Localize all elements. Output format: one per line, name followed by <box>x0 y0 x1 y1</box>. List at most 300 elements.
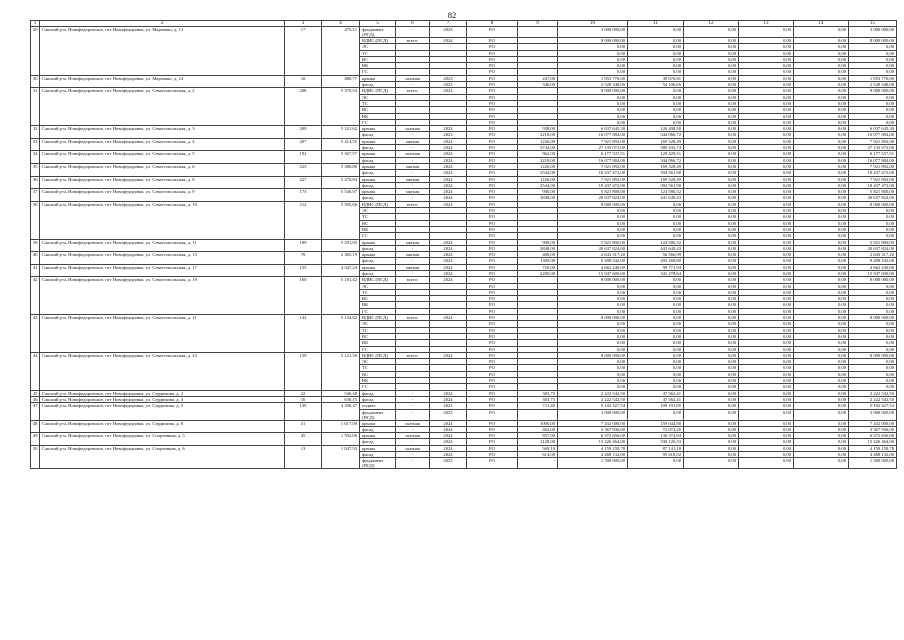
control-cost: 54 106,65 <box>628 82 684 88</box>
fund-2: 0,00 <box>739 245 794 251</box>
total-cost: 0,00 <box>558 327 628 333</box>
record-number: 44 <box>31 352 40 390</box>
roof-type: скатная <box>396 420 430 426</box>
fund-3: 0,00 <box>794 359 849 365</box>
work-type: фасад <box>360 439 396 445</box>
fund-source: РО <box>467 340 518 346</box>
fund-1: 0,00 <box>684 378 739 384</box>
total-area: 5 386,80 <box>322 163 360 176</box>
record-number: 43 <box>31 315 40 353</box>
record-address: Сакский р-н, Новофедоровское, пгт Новофедоровка, ул. Севастопольская, д. 11 <box>40 239 285 252</box>
roof-type: скатная <box>396 445 430 451</box>
fund-2: 0,00 <box>739 189 794 195</box>
total-cost: 8 000 000,00 <box>558 88 628 94</box>
total-cost: 0,00 <box>558 233 628 239</box>
work-type: ВК <box>360 113 396 119</box>
fund-1: 0,00 <box>684 409 739 420</box>
fund-2: 0,00 <box>739 170 794 176</box>
record-address: Сакский р-н, Новофедоровское, пгт Новофедоровка, ул. Севастопольская, д. 23 <box>40 352 285 390</box>
volume: 569,10 <box>518 445 558 451</box>
owners-fund: 7 432 000,00 <box>849 420 897 426</box>
fund-2: 0,00 <box>739 44 794 50</box>
fund-source: РО <box>467 82 518 88</box>
fund-2: 0,00 <box>739 145 794 151</box>
control-cost: 124 586,52 <box>628 189 684 195</box>
owners-fund: 0,00 <box>849 94 897 100</box>
owners-fund: 0,00 <box>849 107 897 113</box>
roof-type: - <box>396 409 430 420</box>
header-col-13: 13 <box>739 21 794 27</box>
record-number: 40 <box>31 252 40 265</box>
fund-3: 0,00 <box>794 452 849 458</box>
fund-1: 0,00 <box>684 264 739 270</box>
fund-1: 0,00 <box>684 94 739 100</box>
fund-2: 0,00 <box>739 346 794 352</box>
year: 2024 <box>430 390 467 396</box>
fund-3: 0,00 <box>794 138 849 144</box>
fund-2: 0,00 <box>739 226 794 232</box>
total-area: 630,15 <box>322 396 360 402</box>
total-cost: 0,00 <box>558 226 628 232</box>
work-type: ЭС <box>360 283 396 289</box>
fund-3: 0,00 <box>794 44 849 50</box>
fund-3: 0,00 <box>794 132 849 138</box>
owners-fund: 0,00 <box>849 384 897 390</box>
total-cost: 7 921 892,00 <box>558 176 628 182</box>
fund-3: 0,00 <box>794 426 849 432</box>
work-type: фасад <box>360 452 396 458</box>
work-type: крыша <box>360 420 396 426</box>
total-cost: 3 000 000,00 <box>558 27 628 38</box>
fund-3: 0,00 <box>794 119 849 125</box>
roof-type: - <box>396 270 430 276</box>
control-cost: 0,00 <box>628 315 684 321</box>
apartments-count: 142 <box>285 315 322 353</box>
control-cost: 169 528,49 <box>628 176 684 182</box>
fund-2: 0,00 <box>739 163 794 169</box>
total-cost: 0,00 <box>558 44 628 50</box>
work-type: ЭС <box>360 94 396 100</box>
year: 2024 <box>430 396 467 402</box>
fund-1: 0,00 <box>684 88 739 94</box>
total-cost: 8 000 000,00 <box>558 201 628 207</box>
header-col-15: 15 <box>849 21 897 27</box>
control-cost: 126 498,50 <box>628 126 684 132</box>
control-cost: 0,00 <box>628 340 684 346</box>
fund-3: 0,00 <box>794 151 849 157</box>
total-cost: 16 077 884,00 <box>558 157 628 163</box>
total-cost: 3 367 936,00 <box>558 426 628 432</box>
total-area: 2 365,19 <box>322 252 360 265</box>
total-cost: 0,00 <box>558 208 628 214</box>
fund-3: 0,00 <box>794 252 849 258</box>
work-type: крыша <box>360 151 396 157</box>
fund-2: 0,00 <box>739 50 794 56</box>
control-cost: 169 528,49 <box>628 138 684 144</box>
fund-2: 0,00 <box>739 233 794 239</box>
fund-source: РО <box>467 176 518 182</box>
roof-type: - <box>396 396 430 402</box>
fund-source: РО <box>467 27 518 38</box>
record-number: 29 <box>31 27 40 76</box>
total-cost: 2 643 317,20 <box>558 252 628 258</box>
fund-2: 0,00 <box>739 88 794 94</box>
fund-source: РО <box>467 283 518 289</box>
owners-fund: 15 947 600,00 <box>849 270 897 276</box>
record-address: Сакский р-н, Новофедоровское, пгт Новофедоровка, ул. Марченко, д. 12 <box>40 27 285 76</box>
fund-source: РО <box>467 365 518 371</box>
roof-type: скатная <box>396 75 430 81</box>
total-cost: 0,00 <box>558 214 628 220</box>
control-cost: 39 670,81 <box>628 75 684 81</box>
control-cost: 0,00 <box>628 277 684 283</box>
record-address: Сакский р-н, Новофедоровское, пгт Новофедоровка, ул. Сердюкова, д. 5 <box>40 403 285 420</box>
total-cost: 0,00 <box>558 56 628 62</box>
fund-2: 0,00 <box>739 359 794 365</box>
fund-3: 0,00 <box>794 107 849 113</box>
total-cost: 0,00 <box>558 340 628 346</box>
fund-3: 0,00 <box>794 214 849 220</box>
fund-1: 0,00 <box>684 107 739 113</box>
header-col-10: 10 <box>558 21 628 27</box>
volume: 2200,00 <box>518 270 558 276</box>
total-cost: 0,00 <box>558 365 628 371</box>
total-cost: 0,00 <box>558 283 628 289</box>
fund-3: 0,00 <box>794 378 849 384</box>
fund-1: 0,00 <box>684 214 739 220</box>
roof-type: мягкая <box>396 176 430 182</box>
fund-2: 0,00 <box>739 270 794 276</box>
owners-fund: 0,00 <box>849 296 897 302</box>
year: 2024 <box>430 170 467 176</box>
fund-2: 0,00 <box>739 113 794 119</box>
fund-3: 0,00 <box>794 189 849 195</box>
year: 2024 <box>430 426 467 432</box>
fund-1: 0,00 <box>684 145 739 151</box>
apartments-count: 31 <box>285 420 322 433</box>
control-cost: 0,00 <box>628 458 684 469</box>
fund-source: РО <box>467 214 518 220</box>
fund-1: 0,00 <box>684 182 739 188</box>
work-type: крыша <box>360 433 396 439</box>
header-col-14: 14 <box>794 21 849 27</box>
year: 2024 <box>430 138 467 144</box>
work-type: фасад <box>360 132 396 138</box>
total-cost: 1 853 776,00 <box>558 75 628 81</box>
fund-2: 0,00 <box>739 264 794 270</box>
page-number: 82 <box>447 10 457 20</box>
fund-1: 0,00 <box>684 277 739 283</box>
owners-fund: 0,00 <box>849 220 897 226</box>
owners-fund: 8 000 000,00 <box>849 352 897 358</box>
total-area: 1 047,53 <box>322 445 360 469</box>
fund-2: 0,00 <box>739 157 794 163</box>
control-cost: 0,00 <box>628 119 684 125</box>
total-cost: 8 000 000,00 <box>558 352 628 358</box>
work-type: крыша <box>360 163 396 169</box>
work-type: подвал <box>360 403 396 409</box>
fund-1: 0,00 <box>684 371 739 377</box>
total-cost: 9 498 542,00 <box>558 258 628 264</box>
total-cost: 0,00 <box>558 302 628 308</box>
volume <box>518 27 558 38</box>
record-address: Сакский р-н, Новофедоровское, пгт Новофедоровка, ул. Севастопольская, д. 2 <box>40 88 285 126</box>
header-col-9: 9 <box>518 21 558 27</box>
apartments-count: 225 <box>285 163 322 176</box>
total-cost: 16 077 884,00 <box>558 132 628 138</box>
total-cost: 8 000 000,00 <box>558 38 628 44</box>
work-type: фасад <box>360 426 396 432</box>
total-area: 480,77 <box>322 75 360 88</box>
total-area: 5 321,62 <box>322 126 360 139</box>
fund-source: РО <box>467 189 518 195</box>
fund-3: 0,00 <box>794 433 849 439</box>
year: 2024 <box>430 439 467 445</box>
work-type: фасад <box>360 182 396 188</box>
year: 2024 <box>430 277 467 283</box>
fund-source: РО <box>467 208 518 214</box>
work-type: ВДИС (ПСД) <box>360 38 396 44</box>
control-cost: 159 044,80 <box>628 420 684 426</box>
work-type: фасад <box>360 82 396 88</box>
volume: 1226,00 <box>518 138 558 144</box>
fund-2: 0,00 <box>739 333 794 339</box>
fund-3: 0,00 <box>794 88 849 94</box>
total-cost: 7 432 000,00 <box>558 420 628 426</box>
total-area: 5 591,95 <box>322 239 360 252</box>
owners-fund: 20 637 824,00 <box>849 245 897 251</box>
owners-fund: 0,00 <box>849 346 897 352</box>
total-cost: 0,00 <box>558 220 628 226</box>
owners-fund: 0,00 <box>849 100 897 106</box>
fund-3: 0,00 <box>794 170 849 176</box>
work-type: ГС <box>360 308 396 314</box>
fund-3: 0,00 <box>794 126 849 132</box>
header-col-2: 2 <box>40 21 285 27</box>
roof-type: мягкая <box>396 189 430 195</box>
apartments-count: 45 <box>285 433 322 446</box>
fund-source: РО <box>467 63 518 69</box>
apartments-count: 189 <box>285 239 322 252</box>
fund-3: 0,00 <box>794 27 849 38</box>
owners-fund: 0,00 <box>849 321 897 327</box>
volume: 711,40 <box>518 403 558 409</box>
control-cost: 0,00 <box>628 107 684 113</box>
fund-1: 0,00 <box>684 100 739 106</box>
fund-3: 0,00 <box>794 38 849 44</box>
record-number: 39 <box>31 239 40 252</box>
owners-fund: 5 821 800,00 <box>849 189 897 195</box>
fund-1: 0,00 <box>684 82 739 88</box>
header-col-6: 6 <box>396 21 430 27</box>
fund-2: 0,00 <box>739 396 794 402</box>
owners-fund: 2 222 542,50 <box>849 390 897 396</box>
fund-1: 0,00 <box>684 315 739 321</box>
apartments-count: 78 <box>285 252 322 265</box>
work-type: ВДИС (ПСД) <box>360 88 396 94</box>
owners-fund: 4 159 158,78 <box>849 445 897 451</box>
fund-source: РО <box>467 264 518 270</box>
owners-fund: 0,00 <box>849 50 897 56</box>
control-cost: 87 141,18 <box>628 445 684 451</box>
record-address: Сакский р-н, Новофедоровское, пгт Новофедоровка, ул. Севастопольская, д. 10 <box>40 201 285 239</box>
apartments-count: 10 <box>285 75 322 88</box>
fund-source: РО <box>467 233 518 239</box>
year: 2024 <box>430 452 467 458</box>
fund-source: РО <box>467 88 518 94</box>
fund-source: РО <box>467 333 518 339</box>
fund-source: РО <box>467 371 518 377</box>
apartments-count: 159 <box>285 352 322 390</box>
volume: 303,75 <box>518 390 558 396</box>
fund-source: РО <box>467 113 518 119</box>
owners-fund: 0,00 <box>849 359 897 365</box>
fund-3: 0,00 <box>794 226 849 232</box>
owners-fund: 0,00 <box>849 308 897 314</box>
fund-1: 0,00 <box>684 445 739 451</box>
owners-fund: 8 000 000,00 <box>849 315 897 321</box>
fund-2: 0,00 <box>739 403 794 409</box>
fund-1: 0,00 <box>684 296 739 302</box>
owners-fund: 6 372 656,00 <box>849 433 897 439</box>
total-cost: 0,00 <box>558 63 628 69</box>
fund-3: 0,00 <box>794 94 849 100</box>
fund-2: 0,00 <box>739 340 794 346</box>
work-type: фундамент (ПСД) <box>360 458 396 469</box>
year: 2024 <box>430 264 467 270</box>
control-cost: 0,00 <box>628 44 684 50</box>
roof-type: всего: <box>396 352 430 358</box>
roof-type: всего: <box>396 315 430 321</box>
fund-3: 0,00 <box>794 445 849 451</box>
roof-type: всего: <box>396 201 430 207</box>
fund-3: 0,00 <box>794 264 849 270</box>
fund-2: 0,00 <box>739 239 794 245</box>
total-cost: 0,00 <box>558 289 628 295</box>
fund-source: РО <box>467 420 518 426</box>
volume: 1309,00 <box>518 258 558 264</box>
fund-source: РО <box>467 50 518 56</box>
fund-2: 0,00 <box>739 27 794 38</box>
apartments-count: 139 <box>285 403 322 420</box>
fund-1: 0,00 <box>684 289 739 295</box>
fund-1: 0,00 <box>684 189 739 195</box>
year: 2024 <box>430 433 467 439</box>
total-cost: 15 426 464,00 <box>558 439 628 445</box>
fund-1: 0,00 <box>684 50 739 56</box>
year: 2024 <box>430 176 467 182</box>
fund-2: 0,00 <box>739 289 794 295</box>
work-type: ТС <box>360 327 396 333</box>
work-type: ГС <box>360 119 396 125</box>
work-type: ВК <box>360 63 396 69</box>
control-cost: 441 649,43 <box>628 195 684 201</box>
work-type: крыша <box>360 75 396 81</box>
total-area: 5 367,57 <box>322 151 360 164</box>
fund-3: 0,00 <box>794 239 849 245</box>
control-cost: 0,00 <box>628 27 684 38</box>
fund-3: 0,00 <box>794 56 849 62</box>
record-address: Сакский р-н, Новофедоровское, пгт Новофедоровка, ул. Марченко, д. 14 <box>40 75 285 88</box>
fund-2: 0,00 <box>739 420 794 426</box>
fund-2: 0,00 <box>739 458 794 469</box>
roof-type: - <box>396 195 430 201</box>
owners-fund: 0,00 <box>849 214 897 220</box>
roof-type: мягкая <box>396 138 430 144</box>
fund-source: РО <box>467 145 518 151</box>
control-cost: 0,00 <box>628 38 684 44</box>
total-cost: 2 528 348,00 <box>558 82 628 88</box>
control-cost: 441 649,43 <box>628 245 684 251</box>
fund-source: РО <box>467 296 518 302</box>
record-number: 47 <box>31 403 40 420</box>
fund-source: РО <box>467 107 518 113</box>
roof-type: - <box>396 439 430 445</box>
fund-3: 0,00 <box>794 352 849 358</box>
total-cost: 0,00 <box>558 100 628 106</box>
year: 2023 <box>430 27 467 38</box>
fund-source: РО <box>467 69 518 75</box>
owners-fund: 0,00 <box>849 113 897 119</box>
fund-3: 0,00 <box>794 233 849 239</box>
owners-fund: 20 637 824,00 <box>849 195 897 201</box>
fund-1: 0,00 <box>684 113 739 119</box>
owners-fund: 5 102 427,54 <box>849 403 897 409</box>
control-cost: 0,00 <box>628 56 684 62</box>
volume: 857,00 <box>518 433 558 439</box>
fund-3: 0,00 <box>794 245 849 251</box>
fund-2: 0,00 <box>739 283 794 289</box>
total-cost: 20 637 824,00 <box>558 195 628 201</box>
roof-type: - <box>396 390 430 396</box>
year: 2024 <box>430 270 467 276</box>
fund-3: 0,00 <box>794 315 849 321</box>
owners-fund: 0,00 <box>849 119 897 125</box>
total-cost: 0,00 <box>558 107 628 113</box>
volume: 2128,00 <box>518 439 558 445</box>
total-cost: 18 437 472,00 <box>558 170 628 176</box>
fund-2: 0,00 <box>739 277 794 283</box>
fund-source: РО <box>467 239 518 245</box>
fund-3: 0,00 <box>794 327 849 333</box>
fund-source: РО <box>467 151 518 157</box>
volume: 2218,00 <box>518 157 558 163</box>
work-type: фасад <box>360 258 396 264</box>
owners-fund: 0,00 <box>849 302 897 308</box>
fund-3: 0,00 <box>794 458 849 469</box>
work-type: ВК <box>360 378 396 384</box>
fund-1: 0,00 <box>684 119 739 125</box>
work-type: ВК <box>360 226 396 232</box>
record-number: 33 <box>31 138 40 151</box>
apartments-count: 192 <box>285 151 322 164</box>
owners-fund: 8 000 000,00 <box>849 38 897 44</box>
volume: 614,00 <box>518 452 558 458</box>
control-cost: 0,00 <box>628 50 684 56</box>
fund-1: 0,00 <box>684 384 739 390</box>
apartments-count: 22 <box>285 390 322 396</box>
owners-fund: 27 133 072,00 <box>849 145 897 151</box>
header-col-3: 3 <box>285 21 322 27</box>
total-cost: 0,00 <box>558 119 628 125</box>
control-cost: 0,00 <box>628 100 684 106</box>
fund-2: 0,00 <box>739 208 794 214</box>
roof-type: - <box>396 157 430 163</box>
fund-2: 0,00 <box>739 439 794 445</box>
header-col-11: 11 <box>628 21 684 27</box>
control-cost: 0,00 <box>628 226 684 232</box>
work-type: фасад <box>360 195 396 201</box>
